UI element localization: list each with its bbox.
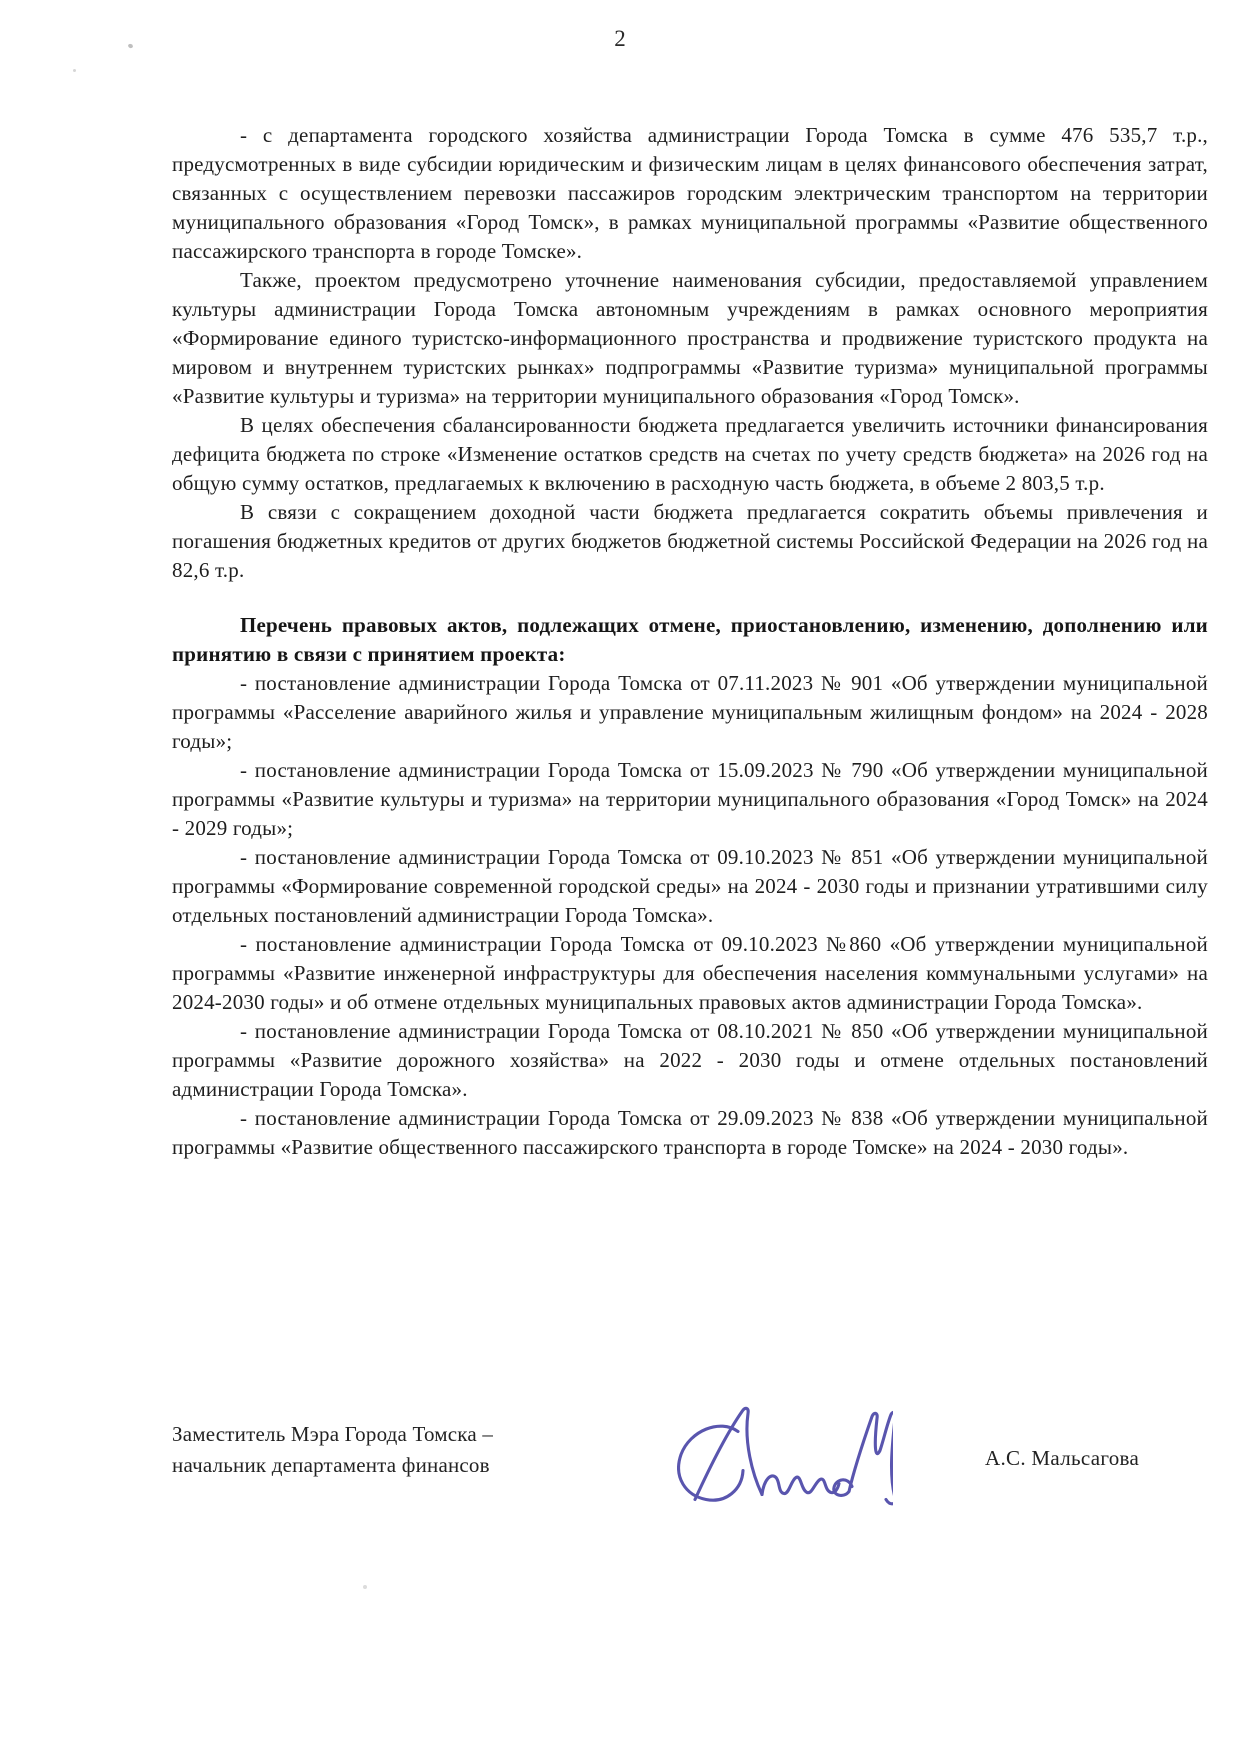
page-number: 2: [614, 26, 626, 51]
paragraph: В целях обеспечения сбалансированности бюджета предлагается увеличить источники финансирования дефицита бюджета по строке «Изменение остатков средств на счетах по учету средств бюджета» на 2026 год на общую сумму остатков, предлагаемых к включению в расходную часть бюджета, в объеме 2 803,5 т.р.: [172, 413, 1208, 495]
paragraph: - постановление администрации Города Томска от 15.09.2023 № 790 «Об утверждении муниципальной программы «Развитие культуры и туризма» на территории муниципального образования «Город Томск» на 2024 - 2029 годы»;: [172, 758, 1208, 840]
paragraph: В связи с сокращением доходной части бюджета предлагается сократить объемы привлечения и погашения бюджетных кредитов от других бюджетов бюджетной системы Российской Федерации на 2026 год на 82,6 т.р.: [172, 500, 1208, 582]
signature-ink-middle: [762, 1476, 839, 1495]
signature-ink-tall: [834, 1412, 893, 1503]
paragraph: - постановление администрации Города Томска от 07.11.2023 № 901 «Об утверждении муниципальной программы «Расселение аварийного жилья и управление муниципальным жилищным фондом» на 2024 - 2028 годы»;: [172, 671, 1208, 753]
scan-speck: [363, 1585, 367, 1589]
document-body: [172, 121, 1208, 1162]
paragraph: - постановление администрации Города Томска от 09.10.2023 №860 «Об утверждении муниципальной программы «Развитие инженерной инфраструктуры для обеспечения населения коммунальными услугами» на 2024-2030 годы» и об отмене отдельных муниципальных правовых актов администрации Города Томска».: [172, 932, 1208, 1014]
signatory-position: [172, 1419, 493, 1481]
paragraph: - постановление администрации Города Томска от 29.09.2023 № 838 «Об утверждении муниципальной программы «Развитие общественного пассажирского транспорта в городе Томске» на 2024 - 2030 годы».: [172, 1106, 1208, 1159]
paragraph: - постановление администрации Города Томска от 08.10.2021 № 850 «Об утверждении муниципальной программы «Развитие дорожного хозяйства» на 2022 - 2030 годы и отмене отдельных постановлений администрации Города Томска».: [172, 1019, 1208, 1101]
paragraph: Перечень правовых актов, подлежащих отмене, приостановлению, изменению, дополнению или принятию в связи с принятием проекта:: [172, 613, 1208, 666]
signature-ink-loop: [679, 1408, 762, 1500]
handwritten-signature: [668, 1400, 893, 1508]
signatory-position-line-1: Заместитель Мэра Города Томска –: [172, 1422, 494, 1446]
scan-speck: [73, 69, 76, 72]
paragraph: Также, проектом предусмотрено уточнение наименования субсидии, предоставляемой управлением культуры администрации Города Томска автономным учреждениям в рамках основного мероприятия «Формирование единого туристско-информационного пространства и продвижение туристского продукта на мировом и внутреннем туристских рынках» подпрограммы «Развитие туризма» муниципальной программы «Развитие культуры и туризма» на территории муниципального образования «Город Томск».: [172, 268, 1208, 408]
paragraph: - с департамента городского хозяйства администрации Города Томска в сумме 476 535,7 т.р., предусмотренных в виде субсидии юридическим и физическим лицам в целях финансового обеспечения затрат, связанных с осуществлением перевозки пассажиров городским электрическим транспортом на территории муниципального образования «Город Томск», в рамках муниципальной программы «Развитие общественного пассажирского транспорта в городе Томске».: [172, 123, 1208, 263]
paragraph: - постановление администрации Города Томска от 09.10.2023 № 851 «Об утверждении муниципальной программы «Формирование современной городской среды» на 2024 - 2030 годы и признании утратившими силу отдельных постановлений администрации Города Томска».: [172, 845, 1208, 927]
signatory-position-line-2: начальник департамента финансов: [172, 1453, 490, 1477]
signatory-name: А.С. Мальсагова: [985, 1446, 1140, 1470]
